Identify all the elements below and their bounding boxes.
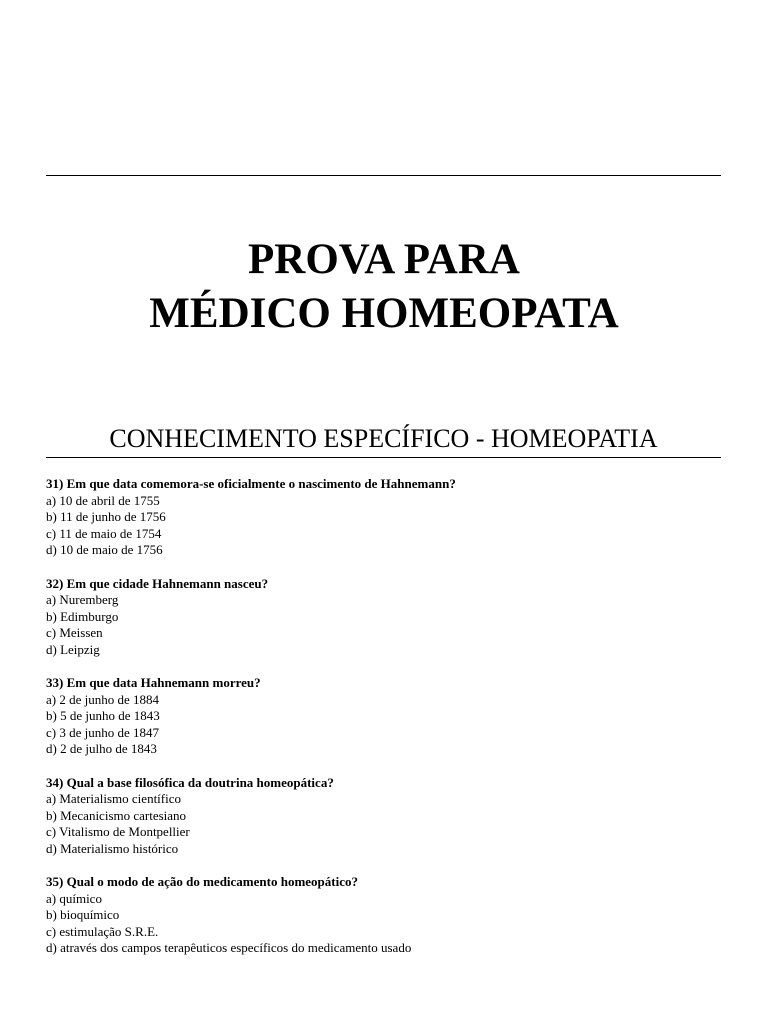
option-d: d) 10 de maio de 1756: [46, 542, 163, 557]
option-d: d) através dos campos terapêuticos específicos do medicamento usado: [46, 940, 412, 955]
option-list: [46, 791, 721, 857]
option-b: b) 5 de junho de 1843: [46, 708, 160, 723]
option-a: a) 2 de junho de 1884: [46, 691, 160, 707]
option-c: c) Meissen: [46, 625, 103, 640]
option-c: c) 11 de maio de 1754: [46, 525, 162, 541]
option-a: a) Materialismo científico: [46, 791, 182, 806]
question-text: 31) Em que data comemora-se oficialmente o nascimento de Hahnemann?: [46, 476, 456, 491]
option-b: b) Edimburgo: [46, 608, 119, 624]
option-b: b) 11 de junho de 1756: [46, 509, 166, 524]
option-b: b) Mecanicismo cartesiano: [46, 807, 187, 823]
option-list: [46, 692, 721, 758]
question-text: 34) Qual a base filosófica da doutrina homeopática?: [46, 774, 334, 790]
page-title-line-2: MÉDICO HOMEOPATA: [149, 290, 619, 337]
option-b: b) bioquímico: [46, 907, 120, 922]
option-d: d) 2 de julho de 1843: [46, 741, 157, 756]
top-divider: [46, 175, 721, 176]
question-34: [46, 775, 721, 858]
option-a: a) 10 de abril de 1755: [46, 492, 160, 508]
question-35: [46, 874, 721, 957]
question-text: 32) Em que cidade Hahnemann nasceu?: [46, 575, 269, 591]
option-list: [46, 592, 721, 658]
option-list: [46, 891, 721, 957]
page-title-line-1: PROVA PARA: [248, 236, 520, 283]
section-divider: [46, 457, 721, 458]
question-text: 35) Qual o modo de ação do medicamento homeopático?: [46, 874, 358, 889]
question-text: 33) Em que data Hahnemann morreu?: [46, 675, 261, 690]
question-33: [46, 675, 721, 758]
option-c: c) Vitalismo de Montpellier: [46, 824, 190, 839]
question-list: [46, 476, 721, 974]
option-d: d) Materialismo histórico: [46, 840, 179, 856]
option-list: [46, 493, 721, 559]
question-31: [46, 476, 721, 559]
option-d: d) Leipzig: [46, 641, 100, 657]
option-a: a) químico: [46, 890, 102, 906]
option-c: c) 3 de junho de 1847: [46, 724, 160, 740]
section-title: CONHECIMENTO ESPECÍFICO - HOMEOPATIA: [109, 424, 658, 453]
question-32: [46, 576, 721, 659]
option-a: a) Nuremberg: [46, 592, 119, 607]
option-c: c) estimulação S.R.E.: [46, 923, 159, 939]
